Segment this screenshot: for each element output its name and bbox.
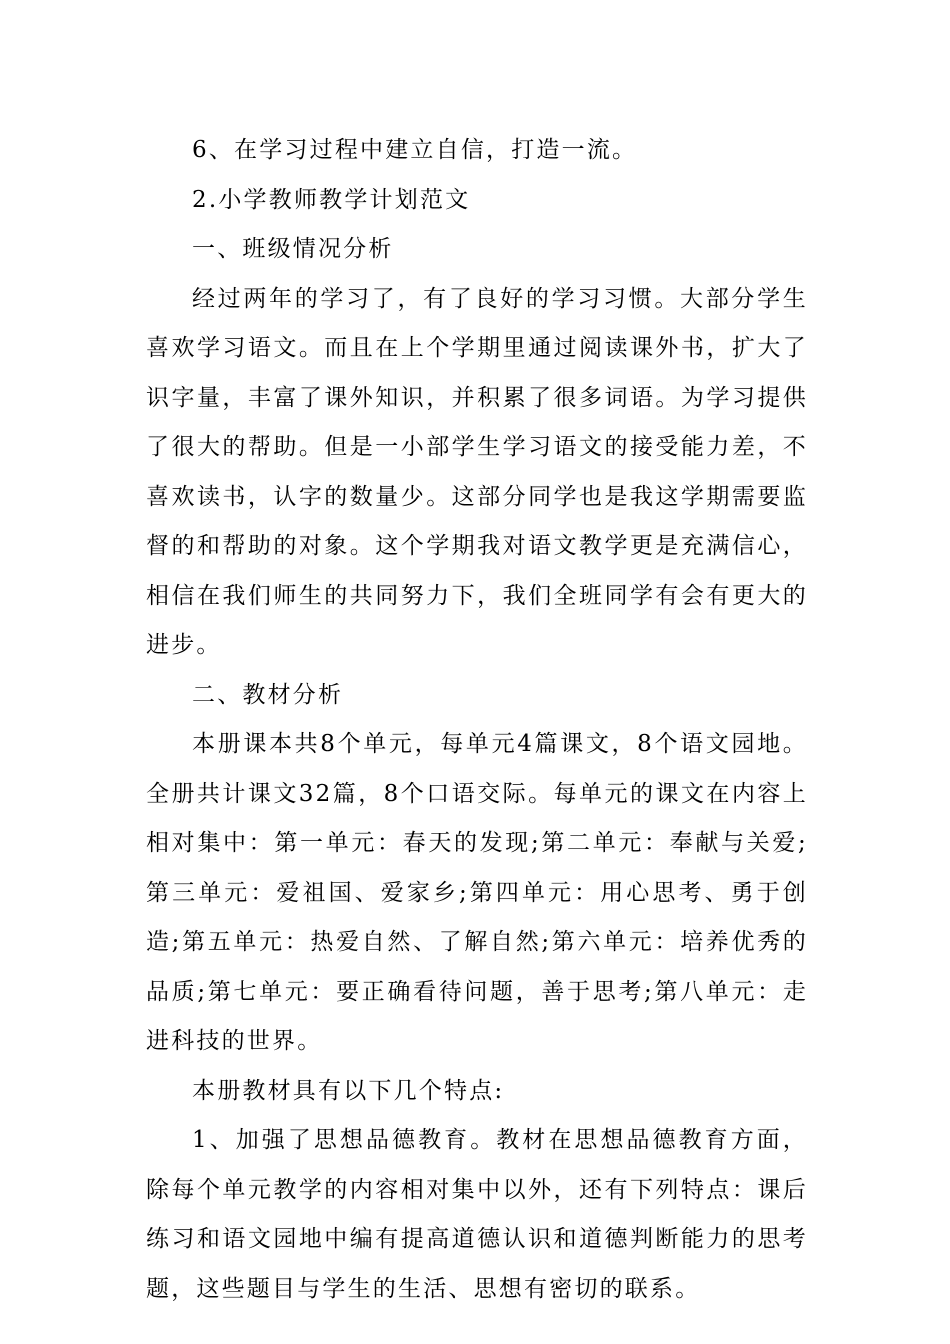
paragraph-feature-1: 1、加强了思想品德教育。教材在思想品德教育方面，除每个单元教学的内容相对集中以外，还有下列特点：课后练习和语文园地中编有提高道德认识和道德判断能力的思考题，这些题目与学生的生活、思想有密切的联系。 [146, 1127, 808, 1302]
paragraph-textbook-units: 本册课本共8个单元，每单元4篇课文，8个语文园地。全册共计课文32篇，8个口语交际。每单元的课文在内容上相对集中：第一单元：春天的发现;第二单元：奉献与关爱;第三单元：爱祖国、爱家乡;第四单元：用心思考、勇于创造;第五单元：热爱自然、了解自然;第六单元：培养优秀的品质;第七单元：要正确看待问题，善于思考;第八单元：走进科技的世界。 [146, 731, 808, 1054]
section-title: 2.小学教师教学计划范文 [192, 186, 471, 213]
paragraph-class-analysis: 经过两年的学习了，有了良好的学习习惯。大部分学生喜欢学习语文。而且在上个学期里通过阅读课外书，扩大了识字量，丰富了课外知识，并积累了很多词语。为学习提供了很大的帮助。但是一小部学生学习语文的接受能力差，不喜欢读书，认字的数量少。这部分同学也是我这学期需要监督的和帮助的对象。这个学期我对语文教学更是充满信心，相信在我们师生的共同努力下，我们全班同学有会有更大的进步。 [146, 285, 808, 658]
document-body [146, 126, 808, 1314]
heading-textbook-analysis: 二、教材分析 [192, 681, 344, 708]
paragraph-point-6: 6、在学习过程中建立自信，打造一流。 [192, 137, 638, 163]
heading-class-analysis: 一、班级情况分析 [192, 236, 394, 262]
paragraph-features-intro: 本册教材具有以下几个特点: [192, 1077, 505, 1104]
